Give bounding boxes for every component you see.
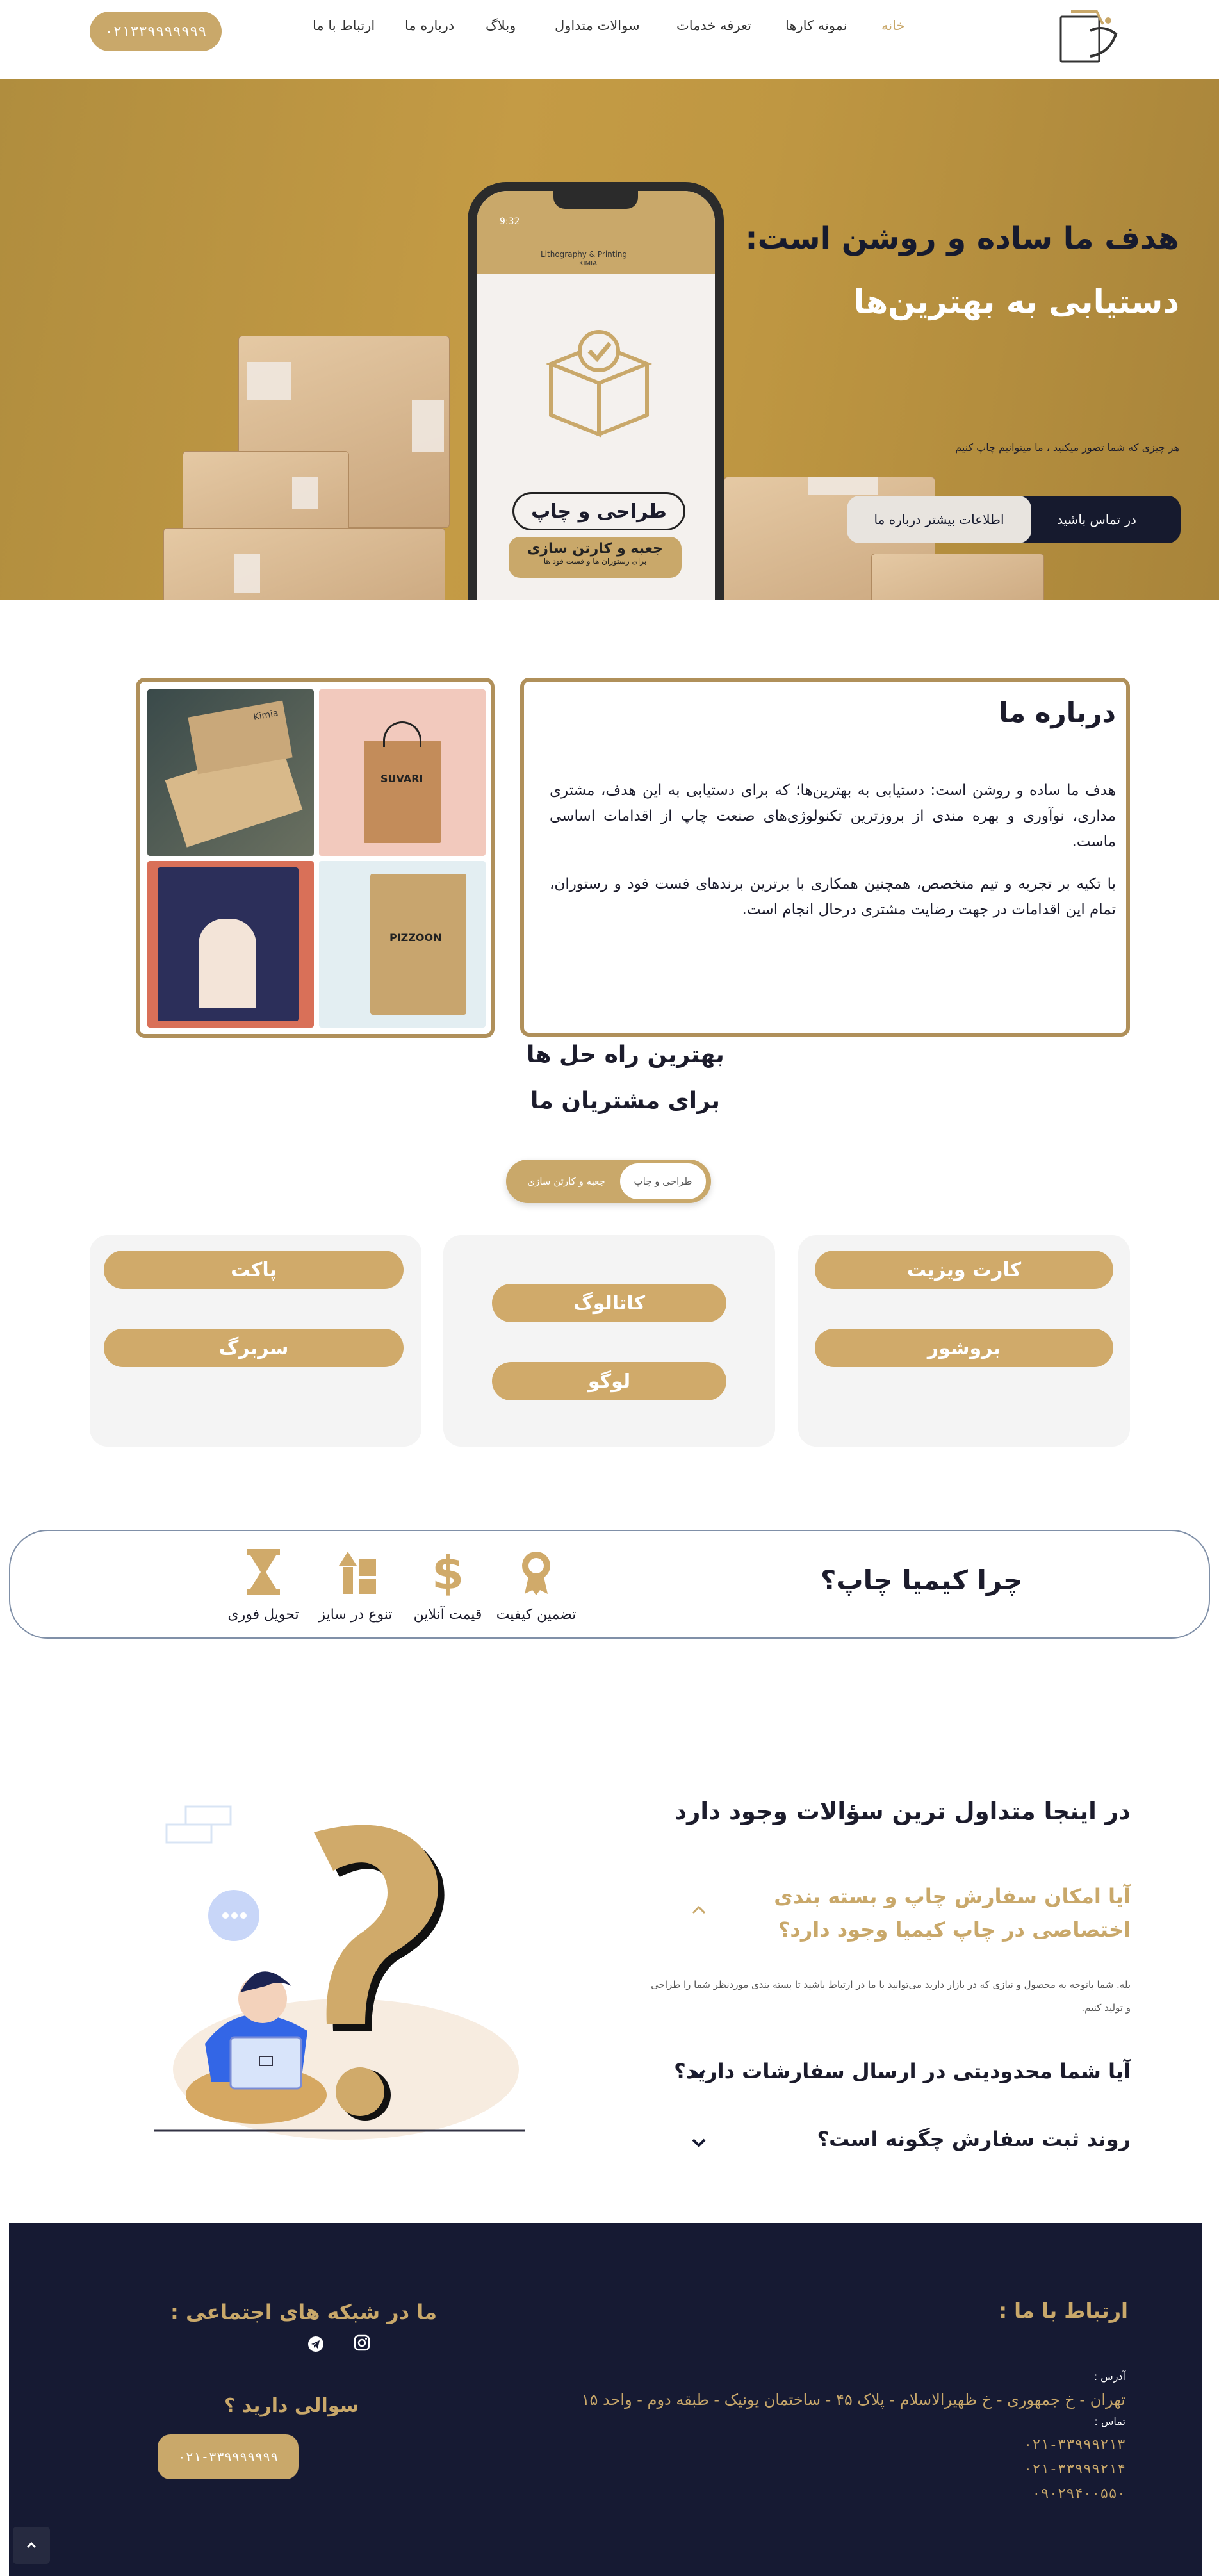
award-icon (511, 1546, 562, 1598)
solution-logo[interactable]: لوگو (492, 1362, 726, 1400)
gallery-pouch-text: PIZZOON (389, 931, 442, 944)
nav-portfolio[interactable]: نمونه کارها (785, 18, 847, 33)
about-more-button[interactable]: اطلاعات بیشتر درباره ما (847, 496, 1031, 543)
feature-size-variety (314, 1546, 397, 1623)
footer-address-label: آدرس : (1093, 2370, 1125, 2383)
phone-badge-sub: برای رستوران ها و فست فود ها (543, 557, 647, 566)
chevron-down-icon[interactable] (689, 2064, 708, 2083)
site-header (0, 0, 1219, 79)
box-illustration (163, 528, 445, 600)
gallery-card-text: Kimia (188, 701, 292, 775)
header-phone-button[interactable]: ۰۲۱۳۳۹۹۹۹۹۹۹ (90, 12, 222, 51)
gallery-food-pouch (319, 861, 486, 1028)
contact-button[interactable]: در تماس باشید (1013, 496, 1181, 543)
why-title: چرا کیمیا چاپ؟ (821, 1564, 1023, 1596)
footer-phone-2[interactable]: ۰۲۱-۳۳۹۹۹۲۱۴ (1024, 2461, 1125, 2477)
faq-answer-1: بله. شما باتوجه به محصول و نیازی که در بازار دارید می‌توانید با ما در ارتباط باشید تا بسته بندی موردنظر شما را طراحی و تولید کنیم. (651, 1979, 1131, 2014)
feature-label: تحویل فوری (227, 1607, 299, 1623)
solution-letterhead[interactable]: سربرگ (104, 1329, 404, 1367)
footer-phone-button[interactable]: ۰۲۱-۳۳۹۹۹۹۹۹۹ (158, 2434, 299, 2479)
nav-home[interactable]: خانه (881, 18, 905, 33)
phone-brand2: KIMIA (579, 260, 597, 267)
solutions-title-1: بهترین راه حل ها (527, 1042, 724, 1068)
tab-design-print[interactable]: طراحی و چاپ (620, 1163, 706, 1199)
hourglass-icon (238, 1546, 289, 1598)
about-title: درباره ما (999, 697, 1116, 728)
about-card (520, 678, 1130, 1037)
faq-title: در اینجا متداول ترین سؤالات وجود دارد (675, 1798, 1131, 1825)
feature-quality (495, 1546, 578, 1623)
about-paragraph-1: هدف ما ساده و روشن است: دستیابی به بهترین‌ها؛ که برای دستیابی به این هدف، مشتری مداری، نوآوری و بهره مندی از بروزترین تکنولوژی‌های صنعت چاپ از اقدامات اساسی ماست. (550, 782, 1116, 850)
footer-phone-3[interactable]: ۰۹۰۲۹۴۰۰۵۵۰ (1032, 2486, 1125, 2502)
gallery-bag-text: SUVARI (380, 773, 423, 785)
feature-online-price (406, 1546, 489, 1623)
feature-label: تضمین کیفیت (496, 1607, 577, 1623)
feature-fast-delivery (222, 1546, 305, 1623)
gallery-business-cards (147, 689, 314, 856)
hero-title-highlight: دستیابی به بهترین‌ها (853, 283, 1179, 320)
solution-envelope[interactable]: پاکت (104, 1251, 404, 1289)
solution-catalog[interactable]: کاتالوگ (492, 1284, 726, 1322)
solution-card (443, 1235, 775, 1447)
footer-question-title: سوالی دارید ؟ (224, 2395, 359, 2417)
instagram-icon[interactable] (354, 2334, 370, 2351)
solution-business-card[interactable]: کارت ویزیت (815, 1251, 1113, 1289)
about-paragraph-2: با تکیه بر تجربه و تیم متخصص، همچنین همکاری با برترین برندهای فست فود و رستوران، تمام این اقدامات در جهت رضایت مشتری درحال انجام است. (550, 876, 1116, 918)
faq-question-3[interactable]: روند ثبت سفارش چگونه است؟ (817, 2127, 1131, 2151)
chevron-up-icon (24, 2538, 38, 2552)
dollar-icon (422, 1546, 473, 1598)
telegram-icon[interactable] (307, 2336, 324, 2352)
about-gallery (136, 678, 495, 1038)
solution-brochure[interactable]: بروشور (815, 1329, 1113, 1367)
phone-badge-box (509, 537, 682, 578)
tab-box-making[interactable]: جعبه و کارتن سازی (527, 1176, 605, 1187)
nav-pricing[interactable]: تعرفه خدمات (676, 18, 751, 33)
gallery-notebook (147, 861, 314, 1028)
footer-phone-label: تماس : (1094, 2415, 1125, 2427)
gallery-shopping-bag (319, 689, 486, 856)
solution-card (90, 1235, 421, 1447)
box-illustration (871, 554, 1044, 600)
question-illustration (154, 1800, 538, 2146)
nav-contact[interactable]: ارتباط با ما (313, 18, 375, 33)
faq-question-2[interactable]: آیا شما محدودیتی در ارسال سفارشات دارید؟ (674, 2059, 1131, 2083)
hero-section (0, 79, 1219, 600)
hero-title: هدف ما ساده و روشن است: (745, 220, 1179, 256)
phone-time: 9:32 (500, 217, 520, 227)
feature-label: قیمت آنلاین (413, 1607, 482, 1623)
faq-question-1[interactable]: آیا امکان سفارش چاپ و بسته بندی اختصاصی در چاپ کیمیا وجود دارد؟ (774, 1884, 1131, 1942)
solutions-tabs (506, 1160, 711, 1203)
chevron-down-icon[interactable] (689, 2133, 708, 2153)
nav-about[interactable]: درباره ما (405, 18, 455, 33)
scroll-top-button[interactable] (13, 2527, 50, 2564)
footer-address: تهران - خ جمهوری - خ ظهیرالاسلام - پلاک ۴۵ - ساختمان یونیک - طبقه دوم - واحد ۱۵ (581, 2391, 1125, 2409)
svg-text:$: $ (431, 1546, 464, 1598)
chevron-up-icon[interactable] (689, 1900, 708, 1919)
footer-social-title: ما در شبکه های اجتماعی : (170, 2300, 438, 2324)
solutions-title-2: برای مشتریان ما (530, 1088, 720, 1114)
solution-card (798, 1235, 1130, 1447)
feature-label: تنوع در سایز (318, 1607, 393, 1623)
logo-icon[interactable] (1058, 5, 1125, 65)
phone-badge-box-label: جعبه و کارتن سازی (527, 541, 663, 557)
footer-contact-title: ارتباط با ما : (999, 2299, 1128, 2323)
phone-brand: Lithography & Printing (541, 250, 628, 259)
phone-mockup (468, 182, 724, 600)
shapes-icon (330, 1546, 381, 1598)
nav-blog[interactable]: وبلاگ (486, 18, 516, 33)
hero-subtitle: هر چیزی که شما تصور میکنید ، ما میتوانیم چاپ کنیم (955, 441, 1179, 454)
nav-faq[interactable]: سوالات متداول (555, 18, 640, 33)
box-check-icon (538, 325, 660, 441)
why-section (9, 1530, 1210, 1639)
footer-phone-1[interactable]: ۰۲۱-۳۳۹۹۹۲۱۳ (1024, 2437, 1125, 2453)
phone-badge-design: طراحی و چاپ (512, 492, 685, 530)
